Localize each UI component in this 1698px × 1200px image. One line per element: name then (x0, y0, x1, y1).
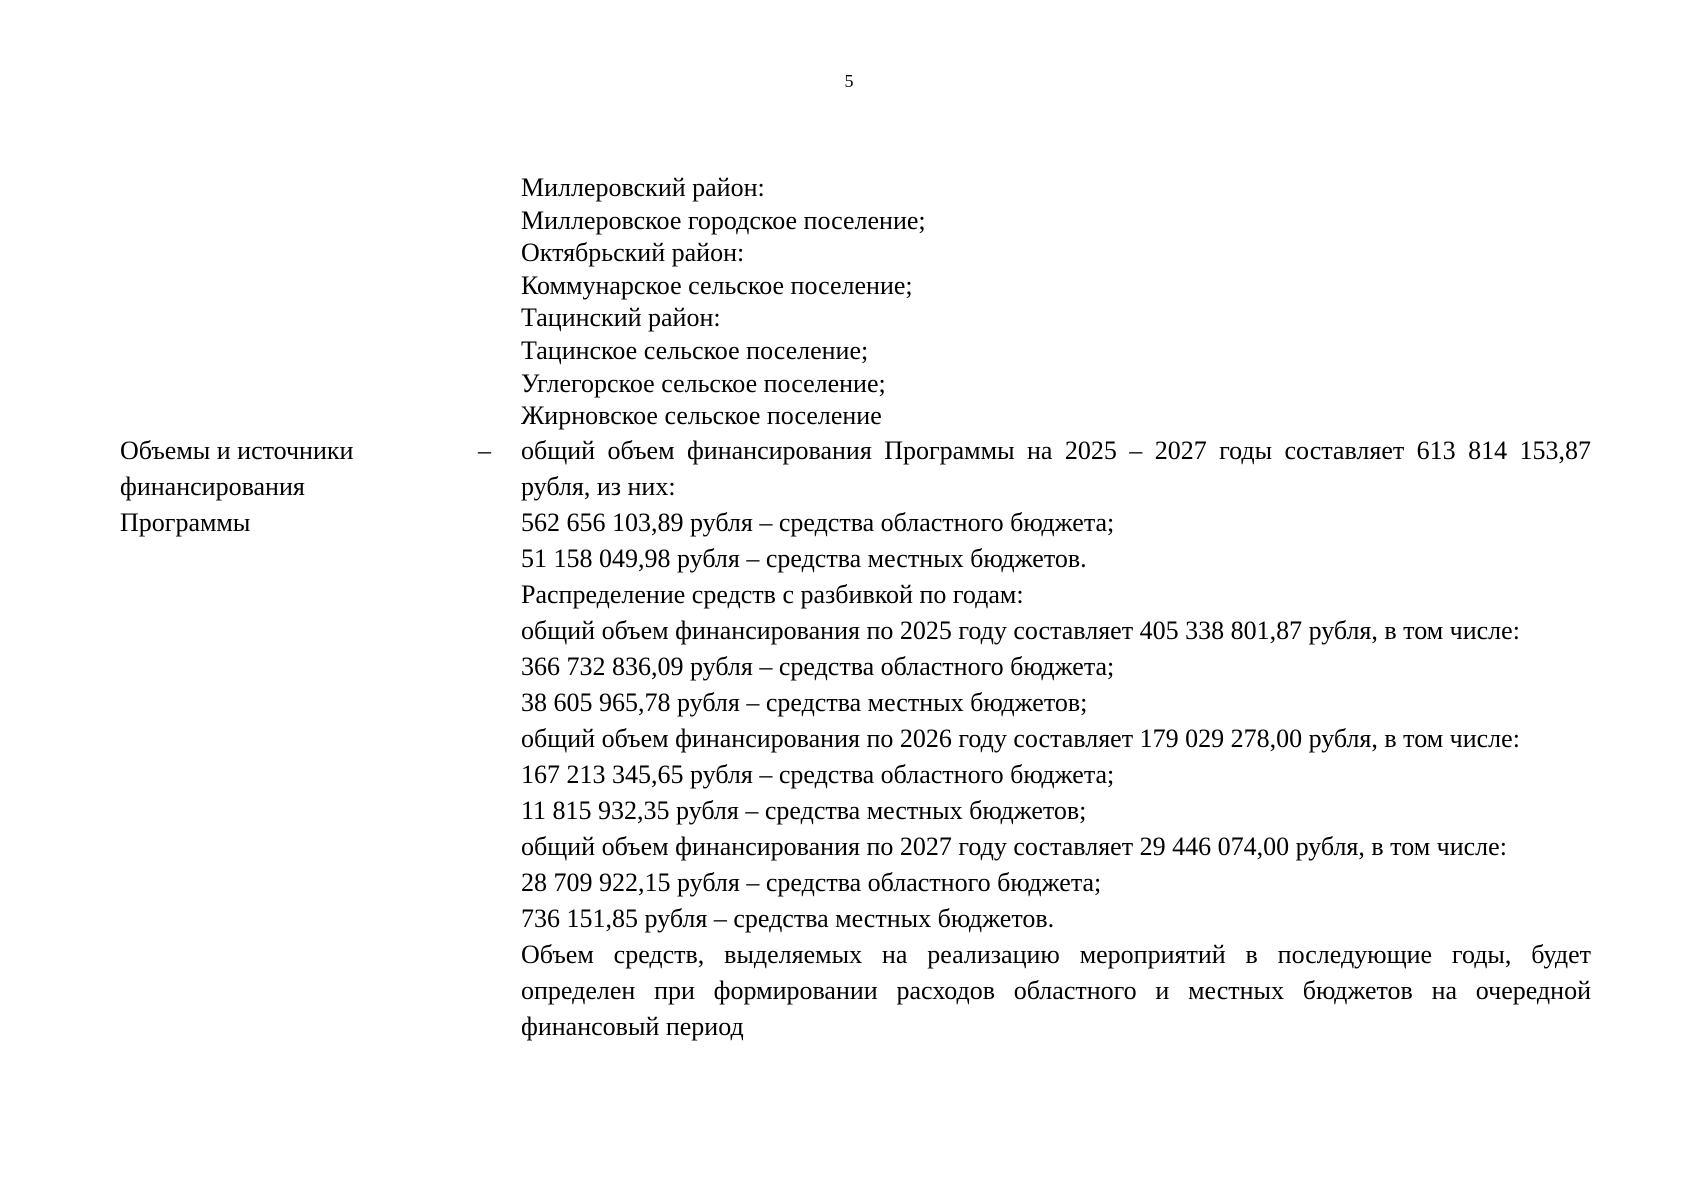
financing-paragraph: 366 732 836,09 рубля – средства областного бюджета; (521, 652, 1115, 681)
financing-paragraph: 736 151,85 рубля – средства местных бюджетов. (521, 904, 1055, 933)
financing-paragraph: 167 213 345,65 рубля – средства областного бюджета; (521, 760, 1115, 789)
settlement-line: Тацинский район: (521, 303, 721, 333)
settlement-line: Коммунарское сельское поселение; (521, 270, 913, 300)
financing-label-line: Программы (120, 508, 251, 537)
financing-paragraph: общий объем финансирования по 2026 году составляет 179 029 278,00 рубля, в том числе: (521, 724, 1520, 753)
financing-paragraph: 51 158 049,98 рубля – средства местных бюджетов. (521, 544, 1087, 573)
financing-label-line: финансирования (120, 472, 305, 501)
financing-label-line: Объемы и источники (120, 436, 354, 465)
financing-paragraph: Объем средств, выделяемых на реализацию мероприятий в последующие годы, будет определен при формировании расходов областного и местных бюджетов на очередной финансовый период (521, 940, 1591, 1041)
settlement-line: Миллеровское городское поселение; (521, 205, 926, 235)
financing-paragraph: 562 656 103,89 рубля – средства областного бюджета; (521, 508, 1115, 537)
financing-paragraph: общий объем финансирования по 2027 году составляет 29 446 074,00 рубля, в том числе: (521, 832, 1507, 861)
financing-paragraph: 38 605 965,78 рубля – средства местных бюджетов; (521, 688, 1088, 717)
financing-paragraph: 28 709 922,15 рубля – средства областного бюджета; (521, 868, 1102, 897)
settlement-line: Миллеровский район: (521, 173, 765, 202)
financing-paragraph: Распределение средств с разбивкой по годам: (521, 580, 1024, 609)
settlement-line: Углегорское сельское поселение; (521, 368, 886, 398)
page-number: 5 (844, 71, 854, 91)
financing-label (120, 433, 450, 541)
settlements-list (521, 172, 1591, 433)
settlement-line: Жирновское сельское поселение (521, 401, 882, 431)
settlement-line: Тацинское сельское поселение; (521, 335, 869, 365)
settlement-line: Октябрьский район: (521, 238, 745, 268)
financing-paragraph: общий объем финансирования по 2025 году составляет 405 338 801,87 рубля, в том числе: (521, 616, 1520, 645)
financing-content (521, 433, 1591, 1045)
financing-paragraph: 11 815 932,35 рубля – средства местных бюджетов; (521, 796, 1087, 825)
row-dash: – (478, 436, 491, 465)
financing-paragraph: общий объем финансирования Программы на 2025 – 2027 годы составляет 613 814 153,87 рубля, из них: (521, 436, 1591, 501)
